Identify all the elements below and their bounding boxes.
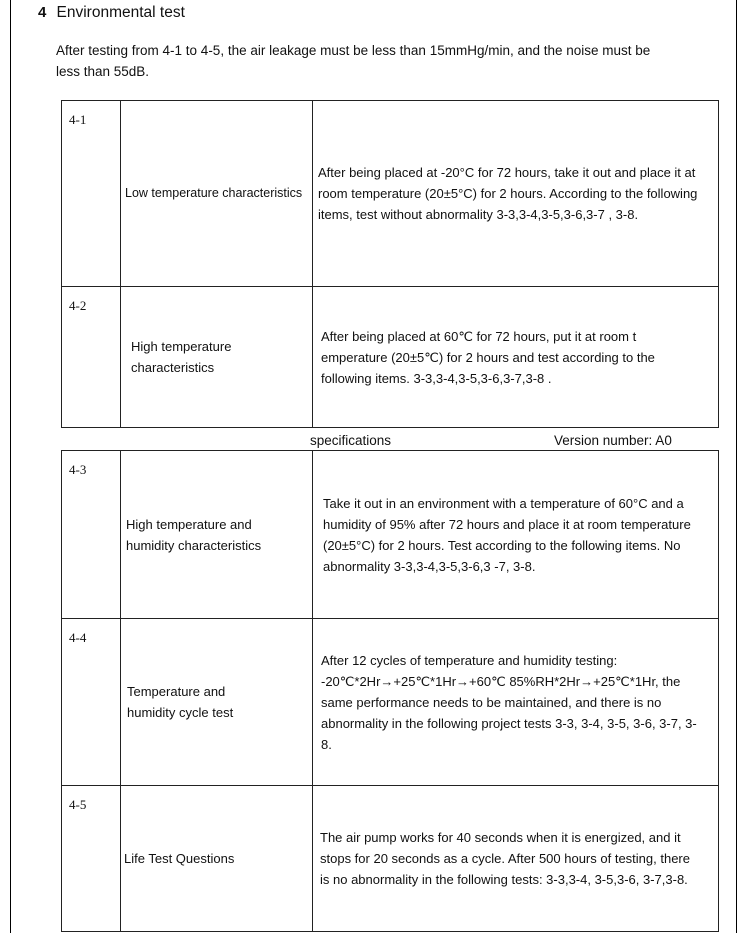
page-border-right — [736, 0, 737, 933]
table-row — [62, 619, 719, 786]
test-item: High temperature characteristics — [121, 287, 313, 428]
test-id: 4-1 — [62, 101, 121, 287]
table-row — [62, 786, 719, 932]
section-intro: After testing from 4-1 to 4-5, the air leakage must be less than 15mmHg/min, and the noise must be less than 55dB. — [56, 43, 651, 79]
test-description: Take it out in an environment with a temperature of 60°C and a humidity of 95% after 72 hours and place it at room temperature (20±5°C) for 2 hours. Test according to the following items. No abnormality 3-3,3-4,3-5,3-6,3 -7, 3-8. — [313, 451, 719, 619]
page-border-left — [10, 0, 11, 933]
test-item: High temperature and humidity characteristics — [121, 451, 313, 619]
test-description: After 12 cycles of temperature and humidity testing: -20℃*2Hr→+25℃*1Hr→+60℃ 85%RH*2Hr→+25℃*1Hr, the same performance needs to be maintained, and there is no abnormality in the following project tests 3-3, 3-4, 3-5, 3-6, 3-7, 3-8. — [313, 619, 719, 786]
test-description: The air pump works for 40 seconds when it is energized, and it stops for 20 seconds as a cycle. After 500 hours of testing, there is no abnormality in the following tests: 3-3,3-4, 3-5,3-6, 3-7,3-8. — [313, 786, 719, 932]
doc-name: specifications — [310, 433, 392, 448]
table-row — [62, 101, 719, 287]
test-item: Low temperature characteristics — [121, 101, 313, 287]
section-heading — [38, 4, 185, 22]
section-number: 4 — [38, 4, 47, 21]
test-id: 4-3 — [62, 451, 121, 619]
test-table-part-1 — [61, 100, 719, 428]
version-number: Version number: A0 — [554, 433, 672, 448]
test-description: After being placed at 60℃ for 72 hours, put it at room t emperature (20±5℃) for 2 hours and test according to the following items. 3-3,3-4,3-5,3-6,3-7,3-8 . — [313, 287, 719, 428]
table-row — [62, 287, 719, 428]
test-id: 4-4 — [62, 619, 121, 786]
test-table-part-2 — [61, 450, 719, 932]
test-description: After being placed at -20°C for 72 hours, take it out and place it at room temperature (20±5°C) for 2 hours. According to the following items, test without abnormality 3-3,3-4,3-5,3-6,3-7 , 3-8. — [313, 101, 719, 287]
table-row — [62, 451, 719, 619]
test-id: 4-2 — [62, 287, 121, 428]
test-item: Temperature and humidity cycle test — [121, 619, 313, 786]
test-id: 4-5 — [62, 786, 121, 932]
section-title: Environmental test — [56, 4, 185, 21]
test-item: Life Test Questions — [121, 786, 313, 932]
